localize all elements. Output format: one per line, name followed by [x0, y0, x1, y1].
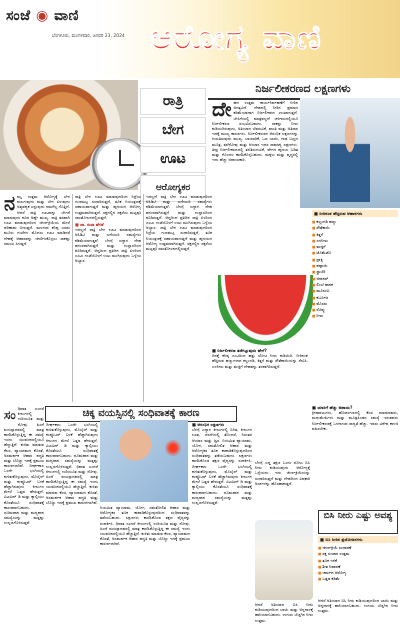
drop-cap: ಸಂ [4, 408, 16, 422]
article-paragraph: ಆದರೆ ಅತಿಯಾದ ಬಿಸಿ ನೀರು ಕುಡಿಯುವುದರಿಂದ ಬಾಯಿ ಮತ್ತು ಅನ್ನನಾಳಕ್ಕೆ ಹಾನಿಯಾಗಬಹುದು. ಉಗುರು ಬೆಚ್ಚಗಿನ ನೀರು ಉತ್ತಮ. [318, 598, 398, 614]
article-paragraph: ಮ್ಮ ಉತ್ತಮ ಆರೋಗ್ಯಕ್ಕೆ ಬೇಗ ಮಲಗುವುದು ಮತ್ತು ಬೇಗ ಏಳುವುದು ಅತ್ಯವಶ್ಯಕ ಎನ್ನುವುದು ನಮಗೆಲ್ಲ ಗೊತ್ತಿದೆ. ಆದರೆ ರಾತ್ರಿ ಊಟವನ್ನು ಬೇಗನೆ ಮಾಡುವುದು ಕೂಡ ಅಷ್ಟೇ ಮುಖ್ಯ. ರಾತ್ರಿ ತಡವಾಗಿ ಊಟ ಮಾಡುವುದರಿಂದ ಜೀರ್ಣಕ್ರಿಯೆಯ ಮೇಲೆ ಪರಿಣಾಮ ಬೀರುತ್ತದೆ. ಮಲಗುವ ಕನಿಷ್ಠ ಎರಡು ಮೂರು ಗಂಟೆಗಳ ಮೊದಲು ಊಟ ಮಾಡಿದರೆ ದೇಹಕ್ಕೆ ಆಹಾರವನ್ನು ಜೀರ್ಣಿಸಿಕೊಳ್ಳಲು ಸಾಕಷ್ಟು ಸಮಯ ಸಿಗುತ್ತದೆ. [4, 194, 70, 246]
dehydration-column-2 [212, 348, 308, 404]
subheading: ■ ನಿರ್ಜಲೀಕರಣ ತಡೆಗಟ್ಟುವುದು ಹೇಗೆ? [212, 348, 267, 353]
article-paragraph: ಬೆಳಗ್ಗೆ ಎದ್ದ ತಕ್ಷಣ ಒಂದು ಲೋಟ ಬಿಸಿ ನೀರು ಕುಡಿಯುವುದು ಆರೋಗ್ಯಕ್ಕೆ ಒಳ್ಳೆಯದು. ಇದು ಜೀರ್ಣಕ್ರಿಯೆಯನ್ನು ಸುಧಾರಿಸುತ್ತದೆ ಮತ್ತು ದೇಹದಿಂದ ವಿಷಕಾರಿ ಅಂಶಗಳನ್ನು ಹೊರಹಾಕುತ್ತದೆ. [255, 460, 310, 486]
headline-line-2: ಬೇಗ [140, 117, 206, 144]
article-paragraph: ಧಿವಾತ ಎಂದರೆ ಕೀಲುಗಳಲ್ಲಿ ಉರಿಯೂತ ಮತ್ತು ನೋವು. ಹಿಂದೆ ವಯಸ್ಸಾದವರಲ್ಲಿ ಮಾತ್ರ ಕಾಣಿಸಿಕೊಳ್ಳುತ್ತಿದ್ದ ಈ ಸಮಸ್ಯೆ ಇಂದು ಯುವಜನರಲ್ಲಿಯೂ ಹೆಚ್ಚುತ್ತಿದೆ. ಕುಳಿತು ಮಾಡುವ ಕೆಲಸ, ವ್ಯಾಯಾಮದ ಕೊರತೆ, ಅಸಮರ್ಪಕ ಆಹಾರ ಪದ್ಧತಿ ಮತ್ತು ಬೊಜ್ಜು ಇದಕ್ಕೆ ಪ್ರಮುಖ ಕಾರಣಗಳಾಗಿವೆ. [4, 406, 44, 469]
list-item: ■ ಪಪ್ಪಾಯಿ [312, 263, 398, 269]
article-paragraph: ಧಿವಾತ ಎಂದರೆ ಕೀಲುಗಳಲ್ಲಿ ಉರಿಯೂತ ಮತ್ತು ನೋವು. ಹಿಂದೆ ವಯಸ್ಸಾದವರಲ್ಲಿ ಮಾತ್ರ ಕಾಣಿಸಿಕೊಳ್ಳುತ್ತಿದ್ದ ಈ ಸಮಸ್ಯೆ ಇಂದು ಯುವಜನರಲ್ಲಿಯೂ ಹೆಚ್ಚುತ್ತಿದೆ. ಕುಳಿತು ಮಾಡುವ ಕೆಲಸ, ವ್ಯಾಯಾಮದ ಕೊರತೆ, ಅಸಮರ್ಪಕ ಆಹಾರ ಪದ್ಧತಿ ಮತ್ತು ಬೊಜ್ಜು ಇದಕ್ಕೆ ಪ್ರಮುಖ ಕಾರಣಗಳಾಗಿವೆ. [46, 463, 98, 506]
article-paragraph: ಹದ ಉತ್ತಮ ಕಾರ್ಯನಿರ್ವಹಣೆಗೆ ನೀರಿನ ಅಗತ್ಯವಿದೆ. ದೇಹದಲ್ಲಿ ನೀರಿನ ಪ್ರಮಾಣ ಕಡಿಮೆಯಾದಾಗ ನಿರ್ಜಲೀಕರಣ ಉಂಟಾಗುತ್ತದೆ. ಬೇಸಿಗೆಯಲ್ಲಿ ಮಾತ್ರವಲ್ಲದೆ ಚಳಿಗಾಲದಲ್ಲಿಯೂ ನಿರ್ಜಲೀಕರಣ ಸಂಭವಿಸಬಹುದು. ಸಾಕಷ್ಟು ನೀರು ಕುಡಿಯದಿರುವುದು, ಅತಿಯಾದ ಬೆವರುವಿಕೆ, ವಾಂತಿ ಮತ್ತು ಅತಿಸಾರ ಇದಕ್ಕೆ ಮುಖ್ಯ ಕಾರಣಗಳು. [212, 100, 298, 137]
feature-headline [138, 86, 208, 193]
article-paragraph: ಆದರೆ ಅತಿಯಾದ ಬಿಸಿ ನೀರು ಕುಡಿಯುವುದರಿಂದ ಬಾಯಿ ಮತ್ತು ಅನ್ನನಾಳಕ್ಕೆ ಹಾನಿಯಾಗಬಹುದು. ಉಗುರು ಬೆಚ್ಚಗಿನ ನೀರು ಉತ್ತಮ. [255, 602, 313, 623]
neck-pain-image [100, 420, 188, 502]
list-item: ■ ಶೀತ ನಿವಾರಣೆ [318, 564, 398, 570]
water-foods-list [312, 210, 398, 400]
list-item: ■ ಜೀರ್ಣಕ್ರಿಯೆ ಸುಧಾರಣೆ [318, 545, 398, 551]
drop-cap: ನ [4, 194, 16, 215]
dehydration-column-1 [212, 100, 298, 272]
article-column-3 [146, 194, 212, 402]
article-paragraph: ದಿನಕ್ಕೆ ಕನಿಷ್ಠ ಎಂಟರಿಂದ ಹತ್ತು ಲೋಟ ನೀರು ಕುಡಿಯಿರಿ. ನೀರಿನಂಶ ಹೆಚ್ಚಿರುವ ಹಣ್ಣುಗಳಾದ ಕಲ್ಲಂಗಡಿ, ಕಿತ್ತಳೆ ಮತ್ತು ಸೌತೆಕಾಯಿಯನ್ನು ಸೇವಿಸಿ. ಎಳನೀರು ಮತ್ತು ಮಜ್ಜಿಗೆ ದೇಹವನ್ನು ತಂಪಾಗಿರಿಸುತ್ತದೆ. [212, 353, 308, 369]
arthritis-column-3 [100, 505, 190, 624]
hot-water-caption [255, 602, 313, 626]
column-divider [72, 194, 73, 402]
hot-water-benefits-list [318, 536, 398, 596]
column-divider [143, 194, 144, 402]
list-item: ■ ಸ್ಟ್ರಾಬೆರಿ [312, 269, 398, 275]
arthritis-column-4 [192, 422, 252, 624]
article-paragraph: ದೀರ್ಘಕಾಲ ಒಂದೇ ಭಂಗಿಯಲ್ಲಿ ಕುಳಿತುಕೊಳ್ಳುವುದು, ಮೊಬೈಲ್ ಮತ್ತು ಕಂಪ್ಯೂಟರ್ ಬಳಕೆ ಹೆಚ್ಚಾಗಿರುವುದು ಕೀಲುಗಳ ಮೇಲೆ ಒತ್ತಡ ಹೇರುತ್ತದೆ. ವಿಟಮಿನ್ ಡಿ ಮತ್ತು ಕ್ಯಾಲ್ಸಿಯಂ ಕೊರತೆಯೂ ಸಂಧಿವಾತಕ್ಕೆ ಕಾರಣವಾಗಬಹುದು. ಧೂಮಪಾನ ಮತ್ತು ಮದ್ಯಪಾನ ಸಮಸ್ಯೆಯನ್ನು ಮತ್ತಷ್ಟು ಉಲ್ಬಣಗೊಳಿಸುತ್ತವೆ. [4, 463, 44, 526]
list-item: ■ ತೂಕ ಇಳಿಕೆ [318, 558, 398, 564]
list-heading: ■ ಬಿಸಿ ನೀರಿನ ಪ್ರಯೋಜನಗಳು [318, 536, 398, 543]
article-paragraph: ದೀರ್ಘಕಾಲ ಒಂದೇ ಭಂಗಿಯಲ್ಲಿ ಕುಳಿತುಕೊಳ್ಳುವುದು, ಮೊಬೈಲ್ ಮತ್ತು ಕಂಪ್ಯೂಟರ್ ಬಳಕೆ ಹೆಚ್ಚಾಗಿರುವುದು ಕೀಲುಗಳ ಮೇಲೆ ಒತ್ತಡ ಹೇರುತ್ತದೆ. ವಿಟಮಿನ್ ಡಿ ಮತ್ತು ಕ್ಯಾಲ್ಸಿಯಂ ಕೊರತೆಯೂ ಸಂಧಿವಾತಕ್ಕೆ ಕಾರಣವಾಗಬಹುದು. ಧೂಮಪಾನ ಮತ್ತು ಮದ್ಯಪಾನ ಸಮಸ್ಯೆಯನ್ನು ಮತ್ತಷ್ಟು ಉಲ್ಬಣಗೊಳಿಸುತ್ತವೆ. [192, 463, 252, 506]
list-item: ■ ಕರ್ಬೂಜ [312, 295, 398, 301]
article-paragraph: ದೀರ್ಘಕಾಲ ಒಂದೇ ಭಂಗಿಯಲ್ಲಿ ಕುಳಿತುಕೊಳ್ಳುವುದು, ಮೊಬೈಲ್ ಮತ್ತು ಕಂಪ್ಯೂಟರ್ ಬಳಕೆ ಹೆಚ್ಚಾಗಿರುವುದು ಕೀಲುಗಳ ಮೇಲೆ ಒತ್ತಡ ಹೇರುತ್ತದೆ. ವಿಟಮಿನ್ ಡಿ ಮತ್ತು ಕ್ಯಾಲ್ಸಿಯಂ ಕೊರತೆಯೂ ಸಂಧಿವಾತಕ್ಕೆ ಕಾರಣವಾಗಬಹುದು. ಧೂಮಪಾನ ಮತ್ತು ಮದ್ಯಪಾನ ಸಮಸ್ಯೆಯನ್ನು ಮತ್ತಷ್ಟು ಉಲ್ಬಣಗೊಳಿಸುತ್ತವೆ. [46, 422, 98, 469]
list-item: ■ ಮೂಸಂಬಿ [312, 288, 398, 294]
article-column-1 [4, 194, 70, 402]
article-paragraph: ನಿಯಮಿತ ವ್ಯಾಯಾಮ, ಯೋಗ, ಸಮತೋಲಿತ ಆಹಾರ ಮತ್ತು ಆರೋಗ್ಯಕರ ತೂಕ ಕಾಪಾಡಿಕೊಳ್ಳುವುದರಿಂದ ಸಂಧಿವಾತವನ್ನು ತಡೆಯಬಹುದು. ಲಕ್ಷಣಗಳು ಕಾಣಿಸಿಕೊಂಡ ತಕ್ಷಣ ವೈದ್ಯರನ್ನು ಸಂಪರ್ಕಿಸಿ. [192, 437, 252, 464]
headline-line-3: ಊಟ [140, 146, 206, 173]
person-drinking-icon [330, 112, 370, 202]
article-column-2 [75, 194, 141, 402]
list-item: ■ ರಕ್ತ ಸಂಚಾರ ಉತ್ತಮ [318, 551, 398, 557]
subheading: ■ ಆರಂಭಿಕ ಲಕ್ಷಣಗಳು [192, 422, 225, 427]
section-masthead [150, 12, 395, 64]
clock-minute-hand [120, 164, 134, 166]
article-paragraph: ಧಿವಾತ ಎಂದರೆ ಕೀಲುಗಳಲ್ಲಿ ಉರಿಯೂತ ಮತ್ತು ನೋವು. ಹಿಂದೆ ವಯಸ್ಸಾದವರಲ್ಲಿ ಮಾತ್ರ ಕಾಣಿಸಿಕೊಳ್ಳುತ್ತಿದ್ದ ಈ ಸಮಸ್ಯೆ ಇಂದು ಯುವಜನರಲ್ಲಿಯೂ ಹೆಚ್ಚುತ್ತಿದೆ. ಕುಳಿತು ಮಾಡುವ ಕೆಲಸ, ವ್ಯಾಯಾಮದ ಕೊರತೆ, ಅಸಮರ್ಪಕ ಆಹಾರ ಪದ್ಧತಿ ಮತ್ತು ಬೊಜ್ಜು ಇದಕ್ಕೆ ಪ್ರಮುಖ ಕಾರಣಗಳಾಗಿವೆ. [100, 520, 190, 547]
headline-line-1: ರಾತ್ರಿ [140, 88, 206, 115]
author-byline: ■ ಡಾ. ಸುಧಾ ಹೆಗಡೆ [75, 222, 104, 228]
pain-highlight-icon [165, 440, 181, 456]
article-paragraph: ಇದಲ್ಲದೆ ರಾತ್ರಿ ಬೇಗ ಊಟ ಮಾಡುವುದರಿಂದ ಆಸಿಡಿಟಿ ಮತ್ತು ಎದೆಯುರಿ ಸಮಸ್ಯೆಗಳು ಕಡಿಮೆಯಾಗುತ್ತವೆ. ಬೆಳಗ್ಗೆ ಎದ್ದಾಗ ದೇಹ ಹಗುರವಾಗಿರುತ್ತದೆ ಮತ್ತು ಉಲ್ಲಾಸದಿಂದ ಕೂಡಿರುತ್ತದೆ. ಆದ್ದರಿಂದ ಪ್ರತಿದಿನ ರಾತ್ರಿ ಏಳರಿಂದ ಎಂಟು ಗಂಟೆಯೊಳಗೆ ಊಟ ಮುಗಿಸುವುದು ಒಳ್ಳೆಯ ಅಭ್ಯಾಸ. [146, 194, 212, 231]
masthead-title: ಆರೋಗ್ಯ ವಾಣಿ [150, 18, 323, 58]
drop-cap: ದೇ [212, 100, 232, 121]
article-paragraph: ನಿರ್ಜಲೀಕರಣದ ಆರಂಭಿಕ ಲಕ್ಷಣಗಳನ್ನು ಗುರುತಿಸುವುದು ಮುಖ್ಯ. ಬಾಯಾರಿಕೆ, ಒಣ ಬಾಯಿ, ಗಾಢ ಬಣ್ಣದ ಮೂತ್ರ, ತಲೆನೋವು ಮತ್ತು ಆಯಾಸ ಇದರ ಸಾಮಾನ್ಯ ಲಕ್ಷಣಗಳು. ತೀವ್ರ ನಿರ್ಜಲೀಕರಣದಲ್ಲಿ ತಲೆತಿರುಗುವಿಕೆ, ವೇಗದ ಹೃದಯ ಬಡಿತ ಮತ್ತು ಗೊಂದಲ ಕಾಣಿಸಿಕೊಳ್ಳಬಹುದು. ಮಕ್ಕಳು ಮತ್ತು ವೃದ್ಧರಲ್ಲಿ ಇದು ಹೆಚ್ಚು ಅಪಾಯಕಾರಿ. [212, 131, 298, 163]
article-paragraph: ರಾತ್ರಿ ಬೇಗ ಊಟ ಮಾಡುವುದರಿಂದ ನಿದ್ರೆಯ ಗುಣಮಟ್ಟ ಸುಧಾರಿಸುತ್ತದೆ, ತೂಕ ನಿಯಂತ್ರಣಕ್ಕೆ ಸಹಾಯವಾಗುತ್ತದೆ ಮತ್ತು ಹೃದಯದ ಆರೋಗ್ಯ ಉತ್ತಮವಾಗಿರುತ್ತದೆ. ರಕ್ತದಲ್ಲಿನ ಸಕ್ಕರೆಯ ಮಟ್ಟವೂ ಸಮತೋಲನದಲ್ಲಿರುತ್ತದೆ. [146, 225, 212, 252]
list-item: ■ ಸೊಪ್ಪು [312, 307, 398, 313]
list-item: ■ ನೀರು [312, 313, 398, 319]
list-item: ■ ಟೊಮೆಟೊ [312, 250, 398, 256]
list-heading: ■ ನೀರಿನಂಶ ಹೆಚ್ಚಿರುವ ಆಹಾರಗಳು [312, 210, 398, 217]
list-item: ■ ಚರ್ಮದ ಆರೋಗ್ಯ [318, 570, 398, 576]
list-item: ■ ಕಲ್ಲಂಗಡಿ ಹಣ್ಣು [312, 219, 398, 225]
dehydration-headline: ನಿರ್ಜಲೀಕರಣದ ಲಕ್ಷಣಗಳು [208, 80, 398, 100]
arthritis-column-1 [4, 406, 44, 624]
article-paragraph: ನಿಯಮಿತ ವ್ಯಾಯಾಮ, ಯೋಗ, ಸಮತೋಲಿತ ಆಹಾರ ಮತ್ತು ಆರೋಗ್ಯಕರ ತೂಕ ಕಾಪಾಡಿಕೊಳ್ಳುವುದರಿಂದ ಸಂಧಿವಾತವನ್ನು ತಡೆಯಬಹುದು. ಲಕ್ಷಣಗಳು ಕಾಣಿಸಿಕೊಂಡ ತಕ್ಷಣ ವೈದ್ಯರನ್ನು ಸಂಪರ್ಕಿಸಿ. [100, 505, 190, 526]
article-paragraph: ಇದಲ್ಲದೆ ರಾತ್ರಿ ಬೇಗ ಊಟ ಮಾಡುವುದರಿಂದ ಆಸಿಡಿಟಿ ಮತ್ತು ಎದೆಯುರಿ ಸಮಸ್ಯೆಗಳು ಕಡಿಮೆಯಾಗುತ್ತವೆ. ಬೆಳಗ್ಗೆ ಎದ್ದಾಗ ದೇಹ ಹಗುರವಾಗಿರುತ್ತದೆ ಮತ್ತು ಉಲ್ಲಾಸದಿಂದ ಕೂಡಿರುತ್ತದೆ. ಆದ್ದರಿಂದ ಪ್ರತಿದಿನ ರಾತ್ರಿ ಏಳರಿಂದ ಎಂಟು ಗಂಟೆಯೊಳಗೆ ಊಟ ಮುಗಿಸುವುದು ಒಳ್ಳೆಯ ಅಭ್ಯಾಸ. [75, 227, 141, 264]
article-paragraph: ಬೆಳಗ್ಗೆ ಎದ್ದಾಗ ಕೀಲುಗಳಲ್ಲಿ ಬಿಗಿತ, ಕೀಲುಗಳ ಊತ, ಚಲನೆಯಲ್ಲಿ ತೊಂದರೆ, ನಿರಂತರ ಆಯಾಸ ಮತ್ತು ಜ್ವರ. [192, 427, 252, 443]
list-item: ■ ಮಜ್ಜಿಗೆ [312, 244, 398, 250]
hot-water-note [318, 598, 398, 626]
list-item: ■ ಕಿತ್ತಳೆ [312, 232, 398, 238]
subheading: ■ ಯಾರಿಗೆ ಹೆಚ್ಚು ಅಪಾಯ? [312, 405, 353, 410]
hot-water-intro [255, 460, 310, 518]
headline-line-4: ಆರೋಗ್ಯಕರ [140, 175, 206, 202]
newspaper-logo: ಸಂಜೆ ◉ ವಾಣಿ [6, 8, 79, 24]
list-item: ■ ಒತ್ತಡ ಕಡಿಮೆ [318, 576, 398, 582]
list-item: ■ ಎಳನೀರು [312, 238, 398, 244]
article-paragraph: ಕ್ರೀಡಾಪಟುಗಳು, ಹೊರಾಂಗಣದಲ್ಲಿ ಕೆಲಸ ಮಾಡುವವರು, ಮಧುಮೇಹಿಗಳು ಮತ್ತು ಮೂತ್ರಪಿಂಡದ ಸಮಸ್ಯೆ ಇರುವವರು ನಿರ್ಜಲೀಕರಣಕ್ಕೆ ಒಳಗಾಗುವ ಸಾಧ್ಯತೆ ಹೆಚ್ಚು. ಇವರು ವಿಶೇಷ ಕಾಳಜಿ ವಹಿಸಬೇಕು. [312, 410, 398, 431]
water-glass-image [255, 520, 313, 600]
article-paragraph: ರಾತ್ರಿ ಬೇಗ ಊಟ ಮಾಡುವುದರಿಂದ ನಿದ್ರೆಯ ಗುಣಮಟ್ಟ ಸುಧಾರಿಸುತ್ತದೆ, ತೂಕ ನಿಯಂತ್ರಣಕ್ಕೆ ಸಹಾಯವಾಗುತ್ತದೆ ಮತ್ತು ಹೃದಯದ ಆರೋಗ್ಯ ಉತ್ತಮವಾಗಿರುತ್ತದೆ. ರಕ್ತದಲ್ಲಿನ ಸಕ್ಕರೆಯ ಮಟ್ಟವೂ ಸಮತೋಲನದಲ್ಲಿರುತ್ತದೆ. [75, 194, 141, 220]
list-item: ■ ದ್ರಾಕ್ಷಿ [312, 257, 398, 263]
arthritis-column-2 [46, 422, 98, 624]
list-item: ■ ಅನಾನಸ್ [312, 276, 398, 282]
dateline: ಬೆಂಗಳೂರು, ಮಂಗಳವಾರ, ಜನವರಿ 23, 2024 [52, 34, 125, 39]
watermelon-image [218, 275, 313, 345]
arthritis-headline: ಚಿಕ್ಕ ವಯಸ್ಸಿನಲ್ಲಿ ಸಂಧಿವಾತಕ್ಕೆ ಕಾರಣ [45, 406, 237, 422]
dehydration-column-3 [312, 405, 398, 505]
hot-water-headline: ಬಿಸಿ ನೀರು ಎಷ್ಟು ಅವಶ್ಯ [318, 510, 398, 534]
list-item: ■ ಸೌತೆಕಾಯಿ [312, 225, 398, 231]
list-item: ■ ಲಿಂಬೆ ಪಾನಕ [312, 282, 398, 288]
list-item: ■ ಮೊಸರು [312, 301, 398, 307]
